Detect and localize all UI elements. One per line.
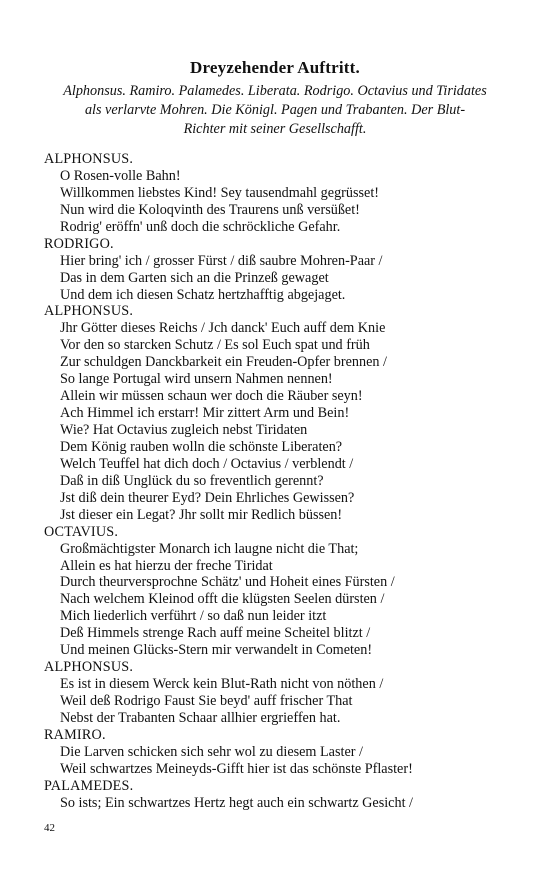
verse-line: So lange Portugal wird unsern Nahmen nennen!: [60, 371, 333, 388]
verse-line: Ach Himmel ich erstarr! Mir zittert Arm und Bein!: [60, 405, 350, 422]
verse-line: Allein wir müssen schaun wer doch die Räuber seyn!: [60, 388, 363, 405]
speaker-name: ALPHONSUS.: [44, 303, 134, 320]
verse-line: Willkommen liebstes Kind! Sey tausendmahl gegrüsset!: [60, 184, 379, 201]
verse-line: Durch theurversprochne Schätz' und Hoheit eines Fürsten /: [60, 574, 395, 591]
verse-line: Allein es hat hierzu der freche Tiridat: [60, 557, 273, 574]
speaker-name: PALAMEDES.: [44, 777, 134, 794]
verse-line: Nach welchem Kleinod offt die klügsten Seelen dürsten /: [60, 591, 385, 608]
speaker-name: OCTAVIUS.: [44, 523, 119, 540]
verse-line: Nebst der Trabanten Schaar allhier ergrieffen hat.: [60, 709, 341, 726]
verse-line: Nun wird die Koloqvinth des Traurens unß versüßet!: [60, 201, 360, 218]
verse-line: Mich liederlich verführt / so daß nun leider itzt: [60, 608, 327, 625]
page-number: 42: [44, 822, 55, 834]
verse-line: Und dem ich diesen Schatz hertzhafftig abgejaget.: [60, 286, 346, 303]
speaker-name: ALPHONSUS.: [44, 659, 134, 676]
verse-line: Jst diß dein theurer Eyd? Dein Ehrliches Gewissen?: [60, 489, 355, 506]
verse-line: Vor den so starcken Schutz / Es sol Euch spat und früh: [60, 337, 370, 354]
verse-line: Großmächtigster Monarch ich laugne nicht die That;: [60, 540, 359, 557]
verse-line: Weil deß Rodrigo Faust Sie beyd' auff frischer That: [60, 693, 353, 709]
verse-line: Wie? Hat Octavius zugleich nebst Tiridaten: [60, 422, 308, 438]
speaker-name: RODRIGO.: [44, 235, 114, 252]
cast-line: als verlarvte Mohren. Die Königl. Pagen und Trabanten. Der Blut-: [84, 102, 466, 118]
verse-line: Jst dieser ein Legat? Jhr sollt mir Redlich büssen!: [60, 506, 343, 523]
verse-line: Die Larven schicken sich sehr wol zu diesem Laster /: [60, 743, 363, 760]
verse-line: Rodrig' eröffn' unß doch die schröckliche Gefahr.: [60, 218, 341, 235]
cast-line: Richter mit seiner Gesellschafft.: [183, 121, 367, 137]
dialogue-text: [44, 151, 514, 812]
verse-line: Dem König rauben wolln die schönste Liberaten?: [60, 438, 343, 455]
verse-line: So ists; Ein schwartzes Hertz hegt auch ein schwartz Gesicht /: [60, 794, 414, 811]
verse-line: Welch Teuffel hat dich doch / Octavius / verblendt /: [60, 455, 354, 472]
cast-list: [44, 82, 506, 139]
verse-line: Jhr Götter dieses Reichs / Jch danck' Euch auff dem Knie: [60, 320, 386, 337]
verse-line: Zur schuldgen Danckbarkeit ein Freuden-Opfer brennen /: [60, 354, 387, 371]
speaker-name: ALPHONSUS.: [44, 151, 134, 167]
verse-line: Es ist in diesem Werck kein Blut-Rath nicht von nöthen /: [60, 676, 384, 693]
scene-heading: Dreyzehender Auftritt.: [190, 58, 360, 77]
verse-line: Daß in diß Unglück du so freventlich gerennt?: [60, 472, 324, 489]
verse-line: Das in dem Garten sich an die Prinzeß gewaget: [60, 269, 329, 286]
verse-line: Hier bring' ich / grosser Fürst / diß saubre Mohren-Paar /: [60, 252, 383, 269]
verse-line: Weil schwartzes Meineyds-Gifft hier ist das schönste Pflaster!: [60, 760, 413, 777]
verse-line: O Rosen-volle Bahn!: [60, 167, 181, 184]
speaker-name: RAMIRO.: [44, 726, 106, 743]
verse-line: Deß Himmels strenge Rach auff meine Scheitel blitzt /: [60, 625, 371, 642]
cast-line: Alphonsus. Ramiro. Palamedes. Liberata. Rodrigo. Octavius und Tiridates: [63, 83, 487, 99]
verse-line: Und meinen Glücks-Stern mir verwandelt in Cometen!: [60, 642, 373, 659]
